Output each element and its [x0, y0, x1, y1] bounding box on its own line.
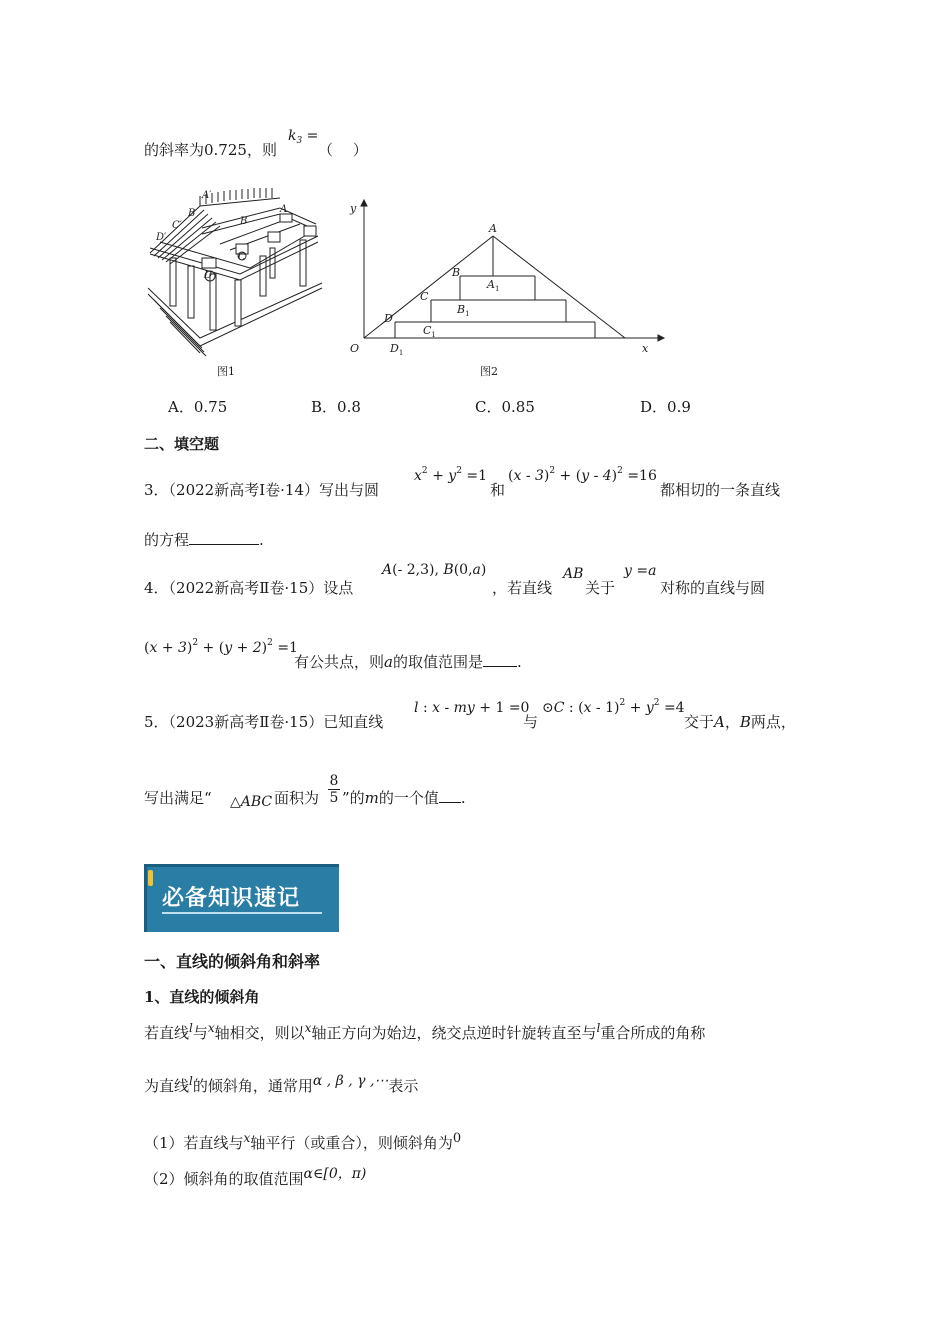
- q4-circle: $(x + 3)^2 + (y + 2)^2 =1$: [144, 638, 298, 656]
- q5-line2b-text: ”的: [342, 789, 365, 807]
- badge-underline: [162, 912, 322, 914]
- fig2-origin: O: [350, 342, 360, 355]
- kp-p1c: 轴相交，则以: [214, 1024, 305, 1042]
- kp-p2a: 为直线: [144, 1077, 190, 1095]
- section-fill-blank-heading: 二、填空题: [144, 435, 220, 453]
- kp-heading-2: 1、直线的倾斜角: [144, 988, 260, 1006]
- kp-x-var-2: x: [304, 1021, 312, 1035]
- kp-p1d: 轴正方向为始边，绕交点逆时针旋转直至与: [311, 1024, 597, 1042]
- kp-item-1: [144, 1133, 461, 1155]
- fig1-label-b-prime: B′: [188, 208, 198, 219]
- option-b[interactable]: B．0.8: [311, 398, 361, 416]
- option-a[interactable]: A．0.75: [168, 398, 228, 416]
- q5-line2c-text: 的一个值: [378, 789, 439, 807]
- kp-x-var-1: x: [207, 1021, 215, 1035]
- kp-p2b: 的倾斜角，通常用: [192, 1077, 313, 1095]
- fig2-point-d: D: [384, 312, 393, 325]
- q5-numerator: 8: [329, 773, 339, 789]
- q5-m-var: m: [364, 789, 379, 807]
- q3-period: .: [259, 531, 264, 549]
- kp-i1b: 轴平行（或重合），则倾斜角为: [250, 1134, 453, 1152]
- kp-p2c: 表示: [388, 1077, 419, 1095]
- fig2-point-a1: $A_1$: [487, 278, 500, 293]
- q4-points: A(- 2,3), B(0,a): [382, 562, 487, 578]
- fig1-label-d-prime: D′: [156, 232, 167, 243]
- fig2-axis-y: y: [350, 202, 357, 215]
- kp-l-var-3: l: [189, 1074, 193, 1088]
- kp-para-1: [144, 1023, 705, 1044]
- q3-line2-text: 的方程: [144, 531, 190, 549]
- q2-text: 的斜率为0.725，则: [144, 141, 277, 159]
- q5-answer-blank[interactable]: [439, 788, 461, 803]
- q3-circle-1: $x^2 + y^2 =1$: [414, 466, 488, 484]
- fig1-label-a-prime: A′: [202, 190, 212, 201]
- k3-formula: [288, 128, 318, 144]
- fig2-caption: 图2: [480, 365, 498, 378]
- fig2-point-b1: $B_1$: [457, 303, 470, 318]
- figure-2-model: [340, 196, 670, 358]
- q3-tail: 都相切的一条直线: [660, 481, 781, 499]
- q3-answer-blank[interactable]: [189, 530, 259, 545]
- fig2-point-c1: $C_1$: [423, 324, 436, 339]
- kp-i1a: （1）若直线与: [144, 1134, 244, 1152]
- q4-mid: ，若直线: [492, 579, 553, 597]
- kp-zero: 0: [452, 1131, 462, 1146]
- figure-1-roof-structure: [140, 188, 330, 358]
- q5-line-eq: l : x - my + 1 =0: [414, 700, 530, 716]
- fig1-caption: 图1: [217, 365, 235, 378]
- k3-symbol: k: [288, 128, 297, 144]
- q4-prefix: 4．（2022新高考Ⅱ卷·15）设点: [144, 579, 354, 597]
- k3-subscript: 3: [296, 136, 303, 146]
- answer-paren: （ ）: [318, 141, 368, 159]
- q5-line2b: [342, 788, 466, 808]
- q4-line2: [294, 652, 522, 672]
- kp-para-2: [144, 1073, 419, 1097]
- fig2-axis-x: x: [642, 342, 649, 355]
- kp-p1a: 若直线: [144, 1024, 190, 1042]
- q5-tail: [684, 712, 796, 732]
- kp-heading-1: 一、直线的倾斜角和斜率: [144, 952, 321, 971]
- q5-triangle: △ABC: [230, 794, 273, 810]
- badge-label: 必备知识速记: [162, 886, 301, 911]
- fig2-point-a: A: [489, 222, 497, 235]
- kp-range: α∈[0，π): [303, 1166, 367, 1182]
- q5-line2a: 写出满足“: [144, 789, 212, 807]
- kp-l-var-2: l: [596, 1021, 601, 1035]
- q5-prefix: 5．（2023新高考Ⅱ卷·15）已知直线: [144, 713, 384, 731]
- fig2-point-d1: $D_1$: [390, 342, 404, 357]
- q3-and: 和: [490, 481, 506, 499]
- kp-greek-letters: α , β , γ ,⋯: [312, 1073, 389, 1089]
- kp-l-var-1: l: [189, 1021, 193, 1035]
- kp-p1e: 重合所成的角称: [600, 1024, 706, 1042]
- q5-fraction: [328, 773, 340, 806]
- q5-point-b: B: [739, 713, 751, 731]
- q5-tail2-text: 两点，: [750, 713, 796, 731]
- q4-axis-line: y =a: [624, 563, 657, 579]
- fig2-point-c: C: [420, 290, 429, 303]
- q5-period: .: [460, 789, 466, 807]
- q5-circle-eq: ⊙C : $(x - 1)^2 + y^2 =4$: [542, 698, 685, 716]
- badge-accent-stripe: [148, 870, 153, 886]
- fig2-point-b: B: [452, 266, 461, 279]
- q4-tail: 对称的直线与圆: [660, 579, 766, 597]
- kp-item-2: [144, 1166, 367, 1190]
- q2-line: [144, 140, 277, 160]
- option-c[interactable]: C．0.85: [475, 398, 535, 416]
- fig1-label-c: C: [238, 252, 246, 263]
- q4-about: 关于: [585, 579, 616, 597]
- q4-a-var: a: [384, 653, 393, 671]
- q5-point-a: A: [714, 713, 725, 731]
- q5-area: 面积为: [274, 789, 320, 807]
- q3-circle-2: (x - 3)$^2$ + (y - 4)$^2$ =16: [508, 466, 657, 484]
- q5-denominator: 5: [329, 790, 339, 806]
- q3-prefix: 3．（2022新高考Ⅰ卷·14）写出与圆: [144, 481, 379, 499]
- fig1-label-c-prime: C′: [172, 220, 182, 231]
- kp-x-var-3: x: [243, 1131, 251, 1145]
- q4-line-ab: AB: [563, 566, 584, 582]
- q5-with: 与: [523, 713, 539, 731]
- q3-line2: [144, 530, 264, 550]
- knowledge-badge: [144, 864, 339, 932]
- kp-i2a: （2）倾斜角的取值范围: [144, 1170, 304, 1188]
- fig1-label-b: B: [240, 216, 248, 227]
- q5-tail-text: 交于: [684, 713, 715, 731]
- option-d[interactable]: D．0.9: [640, 398, 691, 416]
- fig1-label-a: A: [280, 204, 288, 215]
- k3-equals: =: [306, 128, 319, 144]
- fig1-label-d: D: [204, 270, 213, 281]
- q5-comma: ，: [724, 713, 740, 731]
- q4-line2b-text: 的取值范围是: [392, 653, 483, 671]
- kp-p1b: 与: [192, 1024, 208, 1042]
- q4-line2-text: 有公共点，则: [294, 653, 385, 671]
- q4-answer-blank[interactable]: [483, 652, 517, 667]
- q4-period: .: [516, 653, 522, 671]
